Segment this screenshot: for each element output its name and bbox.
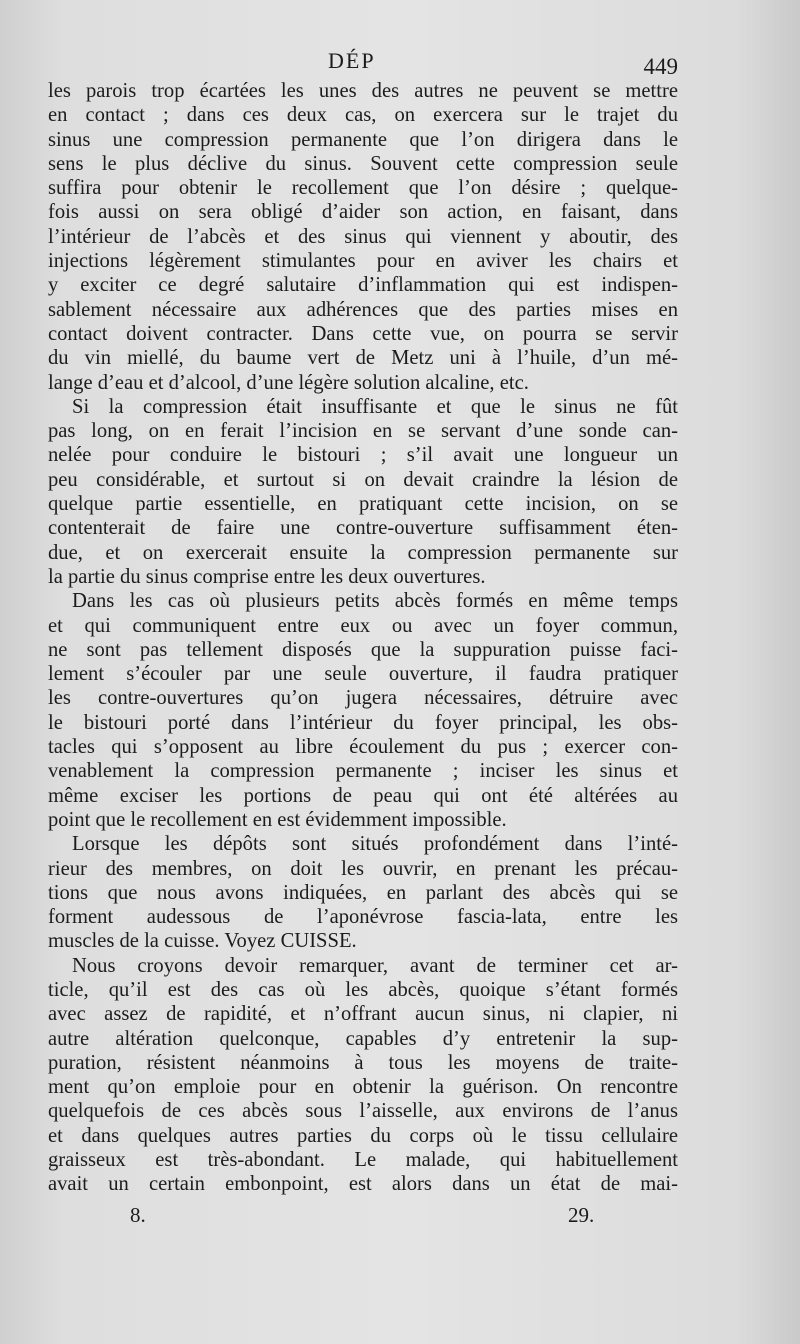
text-line: tacles qui s’opposent au libre écoulement du pus ; exercer con- [48,736,678,759]
text-line: Lorsque les dépôts sont situés profondément dans l’inté- [72,833,678,856]
text-line: tions que nous avons indiquées, en parlant des abcès qui se [48,881,678,904]
text-line: suffira pour obtenir le recollement que l’on désire ; quelque- [48,177,678,200]
text-line: les contre-ouvertures qu’on jugera nécessaires, détruire avec [48,687,678,710]
text-line: y exciter ce degré salutaire d’inflammation qui est indispen- [48,274,678,297]
text-line: lange d’eau et d’alcool, d’une légère solution alcaline, etc. [48,371,529,394]
text-line: la partie du sinus comprise entre les deux ouvertures. [48,565,486,588]
text-line: l’intérieur de l’abcès et des sinus qui viennent y aboutir, des [48,225,678,248]
text-line: nelée pour conduire le bistouri ; s’il avait une longueur un [48,444,678,467]
text-line: Si la compression était insuffisante et que le sinus ne fût [72,395,678,418]
text-line: et dans quelques autres parties du corps où le tissu cellulaire [48,1124,678,1147]
text-line: rieur des membres, on doit les ouvrir, en prenant les précau- [48,857,678,880]
text-line: avec assez de rapidité, et n’offrant aucun sinus, ni clapier, ni [48,1003,678,1026]
body-text [48,79,678,1197]
text-line: et qui communiquent entre eux ou avec un foyer commun, [48,614,678,637]
signature-mark: 8. [130,1203,146,1227]
text-line: ment qu’on emploie pour en obtenir la guérison. On rencontre [48,1076,678,1099]
page-header [48,48,678,80]
text-line: Dans les cas où plusieurs petits abcès formés en même temps [72,590,678,613]
paragraph [48,954,678,1197]
text-line: fois aussi on sera obligé d’aider son action, en faisant, dans [48,201,678,224]
text-line: sens le plus déclive du sinus. Souvent cette compression seule [48,152,678,175]
text-line: lement s’écouler par une seule ouverture, il faudra pratiquer [48,663,678,686]
text-line: puration, résistent néanmoins à tous les moyens de traite- [48,1051,678,1074]
text-line: due, et on exercerait ensuite la compression permanente sur [48,541,678,564]
text-line: le bistouri porté dans l’intérieur du foyer principal, les obs- [48,711,678,734]
text-line: contenterait de faire une contre-ouverture suffisamment éten- [48,517,678,540]
text-line: muscles de la cuisse. Voyez CUISSE. [48,930,357,953]
page-footer [48,1203,678,1233]
signature-number: 29. [568,1203,595,1227]
text-line: même exciser les portions de peau qui ont été altérées au [48,784,678,807]
running-head: DÉP [328,48,376,73]
text-line: Nous croyons devoir remarquer, avant de terminer cet ar- [72,954,678,977]
text-line: autre altération quelconque, capables d’y entretenir la sup- [48,1027,678,1050]
text-line: quelquefois de ces abcès sous l’aisselle, aux environs de l’anus [48,1100,678,1123]
text-line: quelque partie essentielle, en pratiquant cette incision, on se [48,493,678,516]
text-line: injections légèrement stimulantes pour en aviver les chairs et [48,250,678,273]
text-line: ticle, qu’il est des cas où les abcès, quoique s’étant formés [48,978,678,1001]
text-line: en contact ; dans ces deux cas, on exercera sur le trajet du [48,104,678,127]
text-line: forment audessous de l’aponévrose fascia-lata, entre les [48,906,678,929]
text-line: les parois trop écartées les unes des autres ne peuvent se mettre [48,80,678,102]
page-number: 449 [643,54,678,79]
paragraph [48,395,678,589]
text-line: ne sont pas tellement disposés que la suppuration puisse faci- [48,638,678,661]
text-line: peu considérable, et surtout si on devait craindre la lésion de [48,468,678,491]
text-line: sinus une compression permanente que l’on dirigera dans le [48,128,678,151]
text-line: graisseux est très-abondant. Le malade, qui habituellement [48,1149,678,1172]
paragraph [48,832,678,953]
paragraph [48,589,678,832]
text-line: point que le recollement en est évidemment impossible. [48,808,507,831]
text-line: pas long, on en ferait l’incision en se servant d’une sonde can- [48,420,678,443]
text-line: sablement nécessaire aux adhérences que des parties mises en [48,298,678,321]
paragraph [48,79,678,395]
text-line: avait un certain embonpoint, est alors dans un état de mai- [48,1173,678,1196]
text-line: contact doivent contracter. Dans cette vue, on pourra se servir [48,322,678,345]
text-line: venablement la compression permanente ; inciser les sinus et [48,760,678,783]
text-line: du vin miellé, du baume vert de Metz uni à l’huile, d’un mé- [48,347,678,370]
